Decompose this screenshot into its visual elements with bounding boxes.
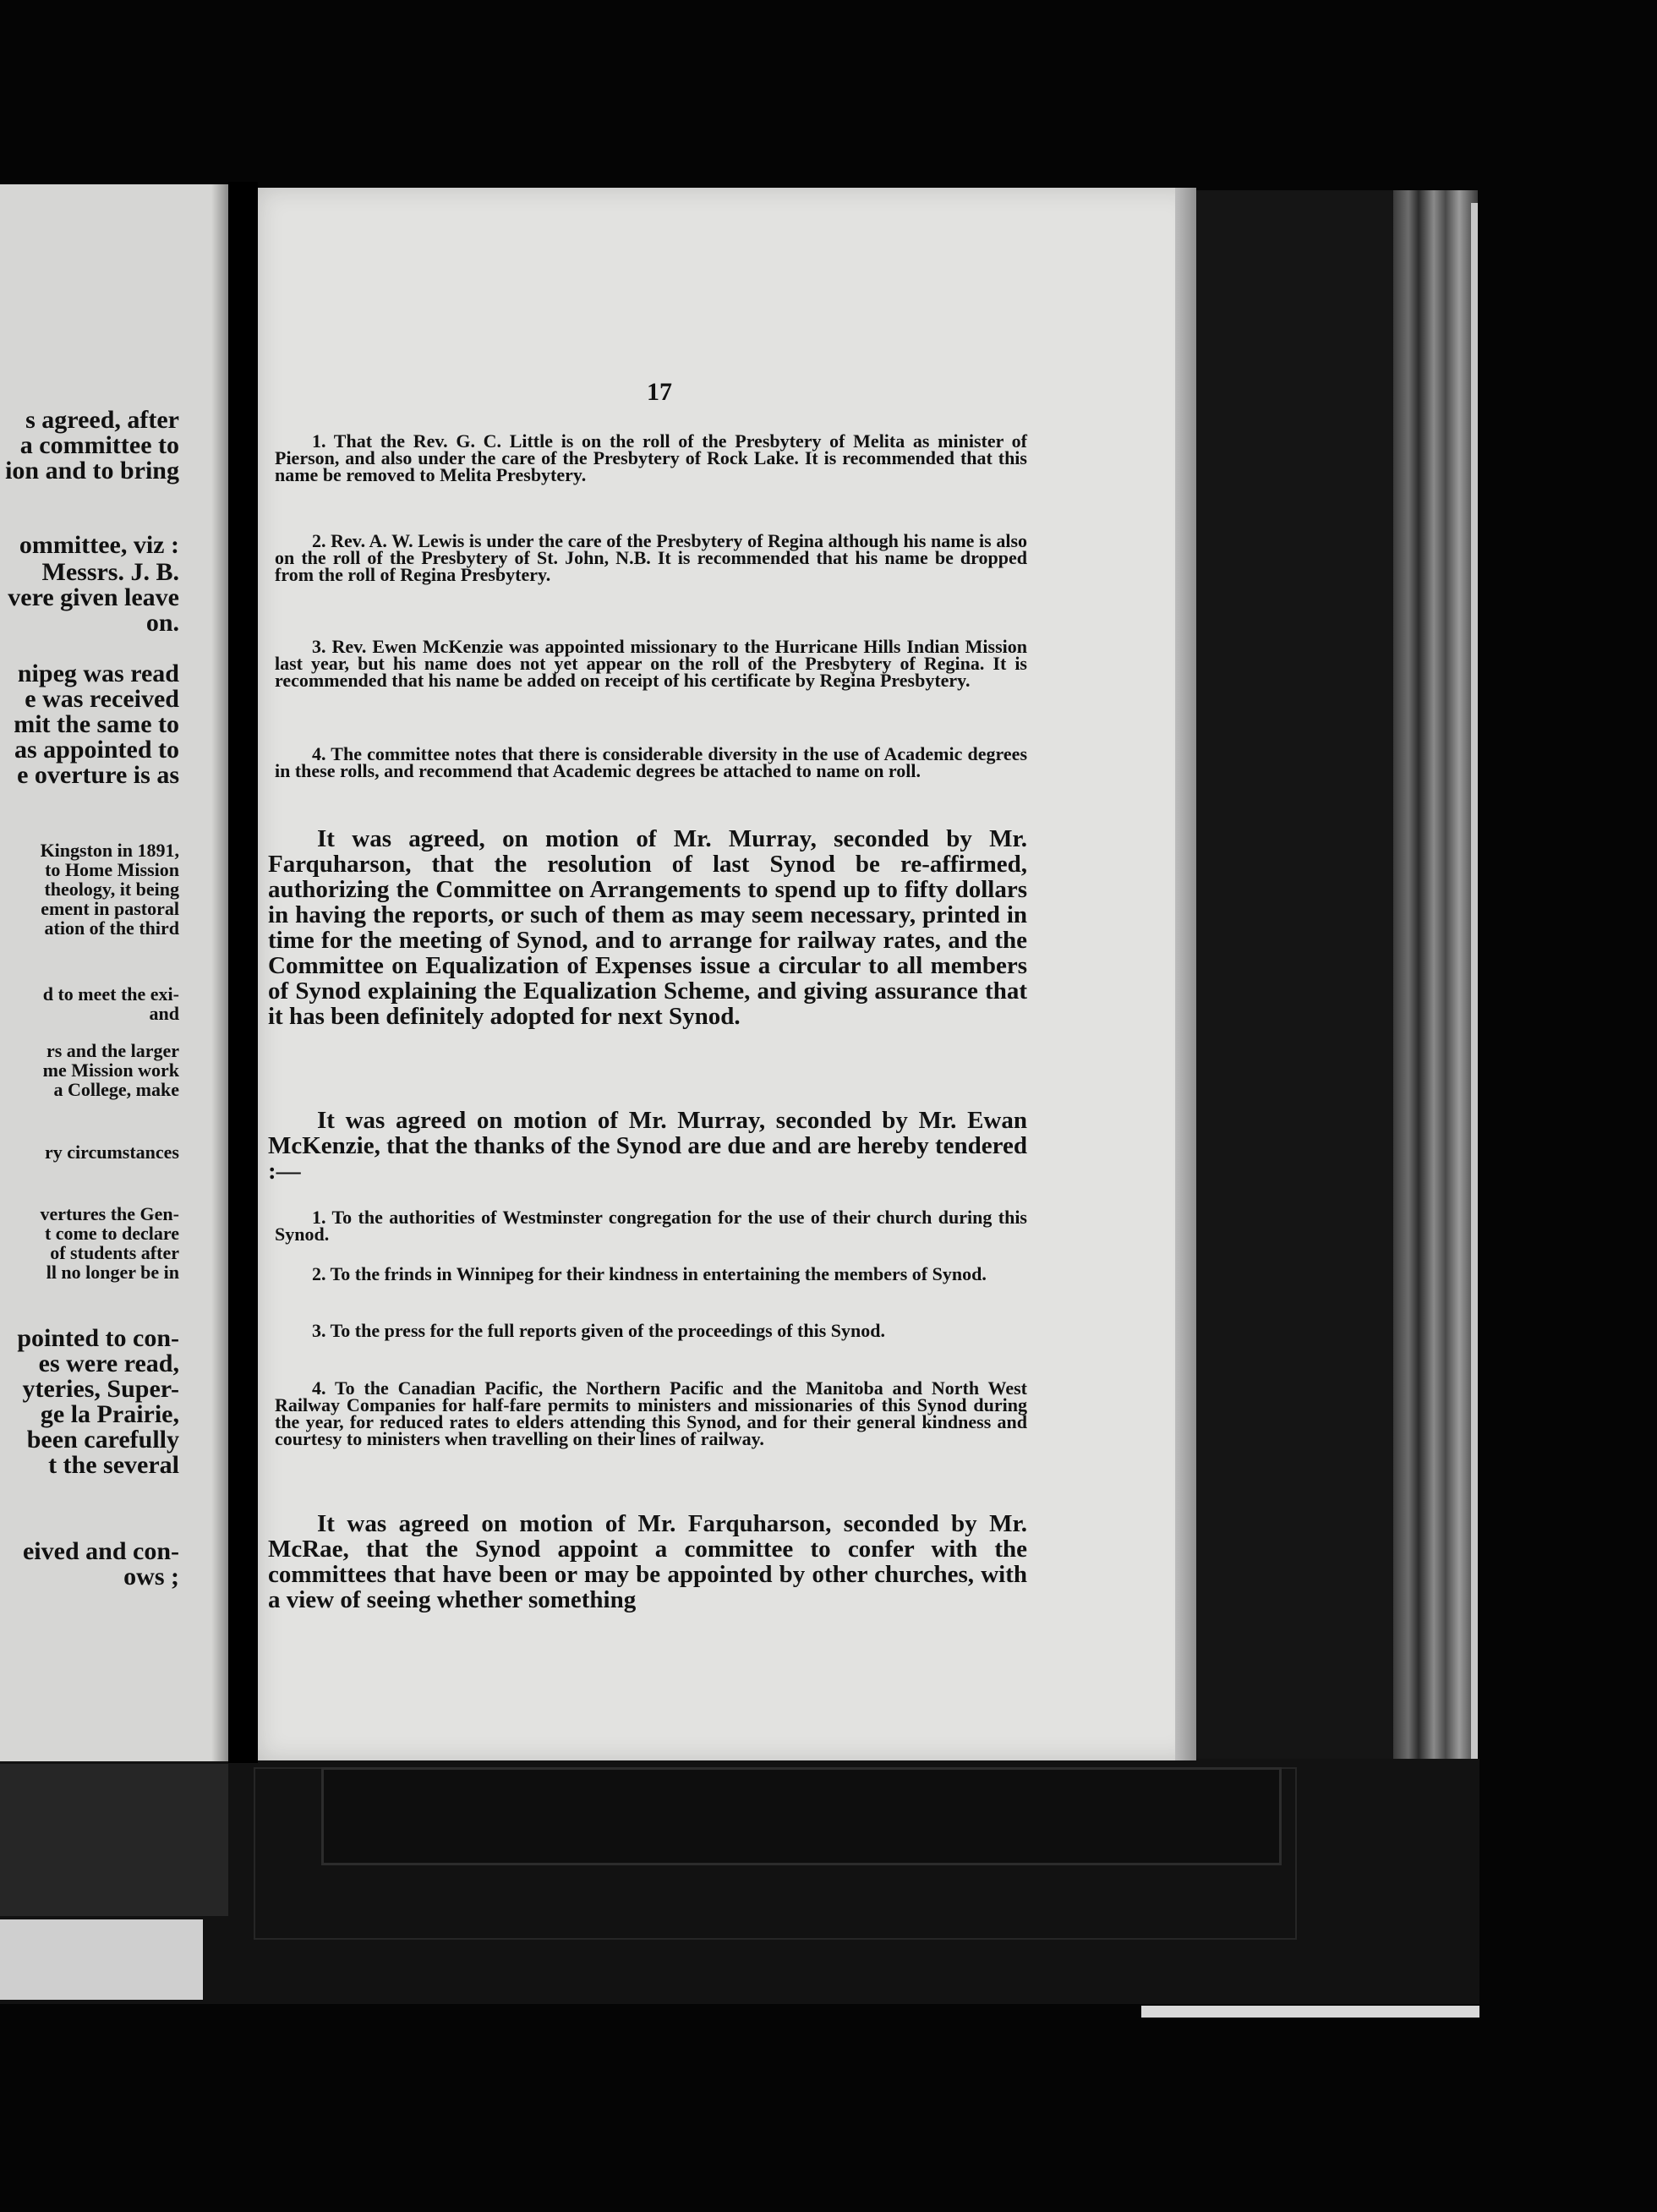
left-page-line: mit the same to [14, 710, 179, 738]
left-page-line: eived and con- [22, 1537, 179, 1565]
left-page-line: ion and to bring [5, 457, 179, 485]
left-page-line: ry circumstances [44, 1142, 179, 1163]
book-page-edges [1393, 190, 1478, 2004]
left-page-line: vere given leave [8, 583, 179, 611]
left-page-line: e overture is as [17, 761, 179, 789]
book-board-inner-frame [321, 1767, 1282, 1865]
left-bottom-paper [0, 1919, 203, 2000]
roll-item-2: 2. Rev. A. W. Lewis is under the care of the Presbytery of Regina although his name is also on the roll of the Presbytery of St. John, N.B. It is recommended that his name be dropped from the roll of Regina Presbytery. [275, 530, 1027, 585]
left-page-line: on. [145, 609, 179, 637]
thanks-item-2: 2. To the frinds in Winnipeg for their kindness in entertaining the members of Synod. [312, 1263, 987, 1284]
left-page-line: es were read, [38, 1350, 179, 1377]
left-page-line: d to meet the exi- [42, 983, 179, 1005]
paragraph-thanks: It was agreed on motion of Mr. Murray, seconded by Mr. Ewan McKenzie, that the thanks of the Synod are due and are hereby tendered :— [268, 1107, 1027, 1185]
thanks-item-3: 3. To the press for the full reports given of the proceedings of this Synod. [312, 1320, 885, 1341]
left-page-line: ommittee, viz : [19, 531, 179, 559]
left-page-line: Kingston in 1891, [40, 840, 179, 861]
paragraph-arrangements: It was agreed, on motion of Mr. Murray, seconded by Mr. Farquharson, that the resolution of last Synod be re-affirmed, authorizing the Committee on Arrangements to spend up to fifty dollars in having the reports, or such of them as may seem necessary, printed in time for the meeting of Synod, and to arrange for railway rates, and the Committee on Equalization of Expenses issue a circular to all members of Synod explaining the Equalization Scheme, and giving assurance that it has been definitely adopted for next Synod. [268, 825, 1027, 1030]
left-cover-bottom [0, 1764, 228, 1916]
left-page-line: a committee to [19, 431, 179, 459]
left-page-line: to Home Mission [45, 859, 179, 880]
left-page-line: ge la Prairie, [40, 1400, 179, 1428]
left-page-line: theology, it being [44, 879, 179, 900]
left-page-line: me Mission work [42, 1059, 179, 1081]
left-page-line: ll no longer be in [46, 1262, 179, 1283]
left-page-line: of students after [50, 1242, 179, 1263]
thanks-item-1: 1. To the authorities of Westminster congregation for the use of their church during this Synod. [275, 1207, 1027, 1245]
gutter-shadow [211, 184, 228, 1761]
left-page-line: yteries, Super- [22, 1375, 179, 1403]
book-page-edge-highlight [1471, 203, 1478, 2004]
left-page-line: a College, make [53, 1079, 179, 1100]
left-page-line: nipeg was read [17, 660, 179, 687]
roll-item-3: 3. Rev. Ewen McKenzie was appointed missionary to the Hurricane Hills Indian Mission last year, but his name does not yet appear on the roll of the Presbytery of Regina. It is recommended that his name be added on receipt of his certificate by Regina Presbytery. [275, 636, 1027, 691]
previous-page [0, 184, 228, 1761]
document-page [258, 188, 1196, 1760]
left-page-line: pointed to con- [17, 1324, 179, 1352]
left-page-line: as appointed to [14, 736, 179, 764]
paragraph-committee: It was agreed on motion of Mr. Farquharson, seconded by Mr. McRae, that the Synod appoint a committee to confer with the committees that have been or may be appointed by other churches, with a view of seeing whether something [268, 1510, 1027, 1613]
page-edge-shadow [1175, 188, 1196, 1760]
left-page-line: ation of the third [44, 917, 179, 939]
left-page-line: s agreed, after [25, 406, 179, 434]
left-page-line: and [149, 1003, 179, 1024]
left-page-line: Messrs. J. B. [41, 558, 179, 586]
roll-item-4: 4. The committee notes that there is considerable diversity in the use of Academic degrees in these rolls, and recommend that Academic degrees be attached to name on roll. [275, 743, 1027, 781]
left-page-line: ement in pastoral [41, 898, 179, 919]
thanks-item-4: 4. To the Canadian Pacific, the Northern Pacific and the Manitoba and North West Railway Companies for half-fare permits to ministers and missionaries of this Synod during the year, for reduced rates to elders attending this Synod, and for their general kindness and courtesy to ministers when travelling on their lines of railway. [275, 1377, 1027, 1449]
left-page-line: t the several [48, 1451, 179, 1479]
left-page-line: ows ; [123, 1563, 179, 1591]
left-page-line: been carefully [26, 1426, 179, 1454]
left-page-line: e was received [25, 685, 179, 713]
book-gutter [228, 182, 258, 1763]
left-page-line: vertures the Gen- [40, 1203, 179, 1224]
page-number: 17 [647, 378, 672, 406]
left-page-line: t come to declare [44, 1223, 179, 1244]
roll-item-1: 1. That the Rev. G. C. Little is on the roll of the Presbytery of Melita as minister of Pierson, and also under the care of the Presbytery of Rock Lake. It is recommended that this name be removed to Melita Presbytery. [275, 430, 1027, 485]
left-page-line: rs and the larger [46, 1040, 179, 1061]
book-bottom-paper-strip [1141, 2006, 1479, 2018]
